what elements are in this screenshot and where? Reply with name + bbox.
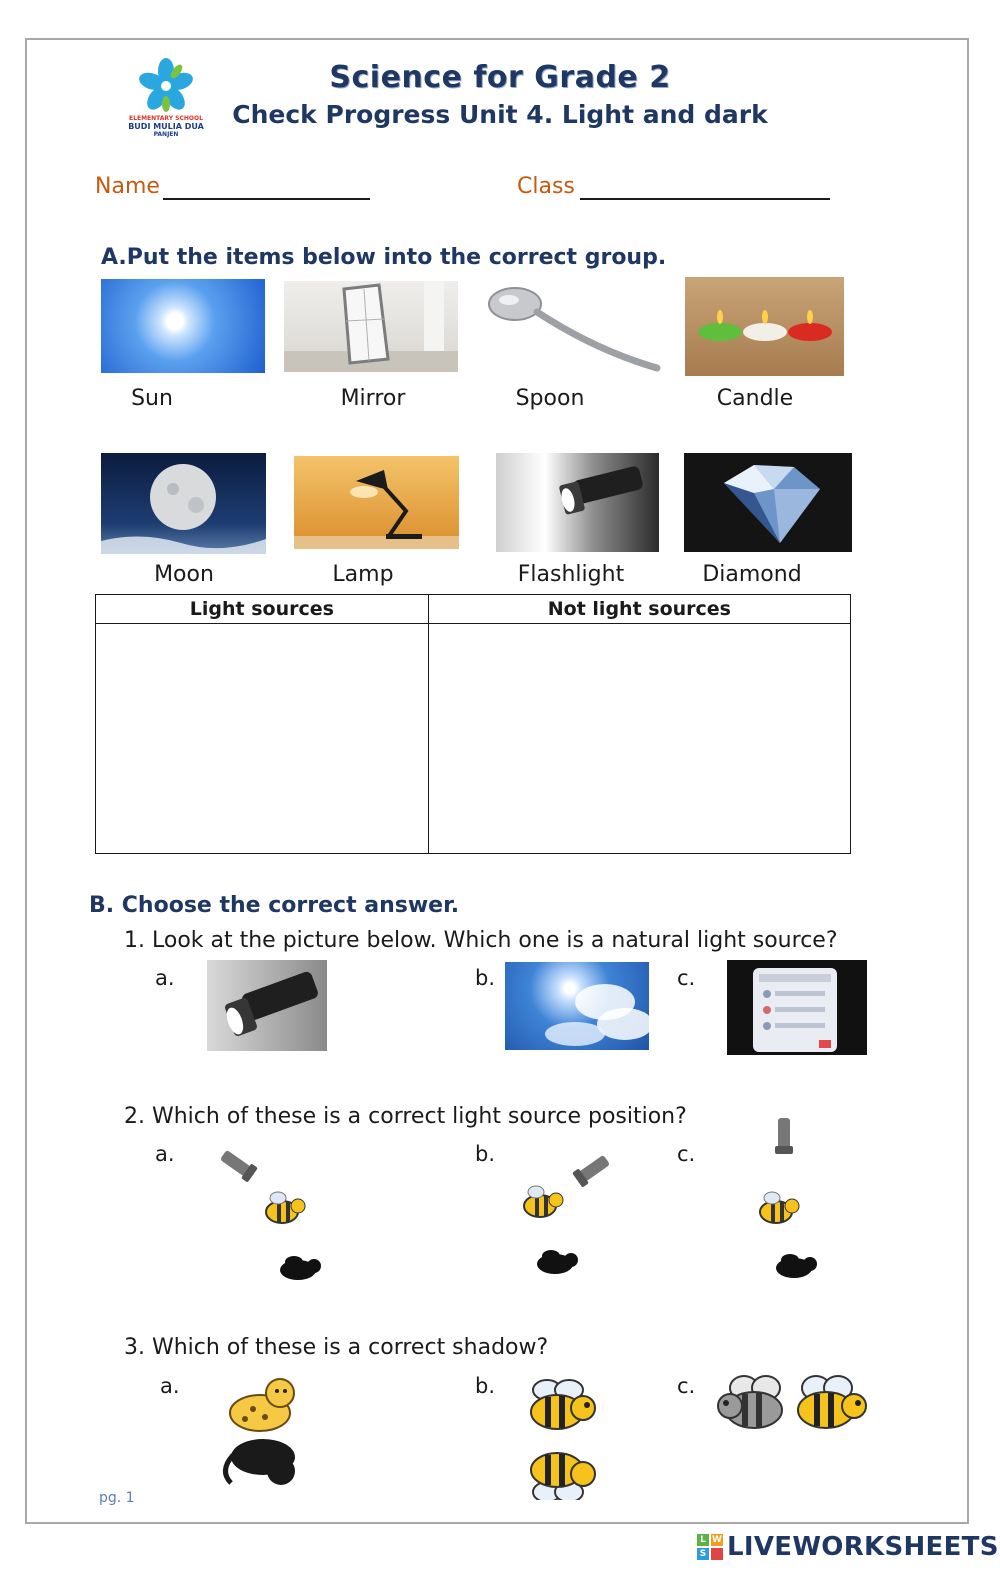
q1-option-b-label[interactable]: b.	[475, 966, 496, 990]
q2-option-c-label[interactable]: c.	[677, 1142, 696, 1166]
school-logo	[108, 58, 224, 140]
question-3-text: 3. Which of these is a correct shadow?	[124, 1335, 549, 1360]
question-1-text: 1. Look at the picture below. Which one is a natural light source?	[124, 928, 838, 953]
grouping-table	[95, 594, 851, 854]
section-a-heading: A.Put the items below into the correct group.	[101, 245, 667, 270]
gray-bee-icon	[718, 1376, 782, 1428]
flashlight-image[interactable]	[496, 453, 659, 552]
q3-option-c-label[interactable]: c.	[677, 1374, 696, 1398]
q1-phone-image[interactable]	[727, 960, 867, 1055]
name-label: Name	[95, 174, 160, 199]
liveworksheets-logo-icon: L W S	[697, 1534, 723, 1560]
torch-icon	[775, 1118, 793, 1154]
spoon-image[interactable]	[485, 280, 661, 374]
bee-icon	[531, 1380, 595, 1429]
section-b-heading: B. Choose the correct answer.	[89, 893, 460, 918]
page-number: pg. 1	[99, 1490, 135, 1506]
q1-option-c-label[interactable]: c.	[677, 966, 696, 990]
q2-option-a-label[interactable]: a.	[155, 1142, 175, 1166]
class-field[interactable]	[580, 198, 830, 200]
school-logo-line1: ELEMENTARY SCHOOL	[129, 115, 203, 122]
q2-option-b-label[interactable]: b.	[475, 1142, 496, 1166]
q1-sun-sky-image[interactable]	[505, 962, 649, 1050]
lamp-image[interactable]	[294, 456, 459, 549]
torch-icon	[218, 1147, 258, 1182]
light-sources-header: Light sources	[96, 595, 429, 624]
school-logo-line3: PANJEN	[153, 131, 179, 138]
light-sources-dropzone[interactable]	[96, 624, 429, 854]
item-label-candle: Candle	[716, 386, 794, 411]
bee-shadow-icon	[776, 1254, 817, 1278]
item-label-moon: Moon	[154, 562, 214, 587]
flower-logo-icon	[108, 58, 224, 114]
q2-option-c-picture[interactable]	[740, 1108, 850, 1288]
bee-icon	[760, 1192, 799, 1223]
item-label-sun: Sun	[131, 386, 173, 411]
bee-reflection-icon	[531, 1453, 595, 1500]
q3-option-b-picture[interactable]	[515, 1372, 610, 1500]
q3-option-a-picture[interactable]	[215, 1375, 310, 1490]
q2-option-a-picture[interactable]	[210, 1140, 340, 1290]
diamond-image[interactable]	[684, 453, 852, 552]
cheetah-icon	[230, 1379, 294, 1431]
not-light-sources-header: Not light sources	[428, 595, 850, 624]
question-2-text: 2. Which of these is a correct light source position?	[124, 1104, 687, 1129]
bee-icon	[798, 1376, 866, 1428]
school-logo-line2: BUDI MULIA DUA	[128, 122, 204, 131]
q1-option-a-label[interactable]: a.	[155, 966, 175, 990]
liveworksheets-brand[interactable]	[697, 1532, 999, 1562]
worksheet-subtitle: Check Progress Unit 4. Light and dark	[232, 100, 768, 129]
item-label-spoon: Spoon	[515, 386, 585, 411]
item-label-lamp: Lamp	[332, 562, 394, 587]
q2-option-b-picture[interactable]	[510, 1140, 640, 1290]
item-label-diamond: Diamond	[702, 562, 802, 587]
bee-shadow-icon	[537, 1250, 578, 1274]
bee-shadow-icon	[280, 1256, 321, 1280]
q3-option-a-label[interactable]: a.	[160, 1374, 180, 1398]
q1-flashlight-image[interactable]	[207, 960, 327, 1051]
moon-image[interactable]	[101, 453, 266, 554]
class-label: Class	[517, 174, 575, 199]
name-field[interactable]	[163, 198, 370, 200]
sun-image[interactable]	[101, 279, 265, 373]
mirror-image[interactable]	[284, 281, 458, 372]
not-light-sources-dropzone[interactable]	[428, 624, 850, 854]
q3-option-c-picture[interactable]	[710, 1360, 875, 1450]
bee-icon	[524, 1186, 563, 1217]
liveworksheets-text: LIVEWORKSHEETS	[727, 1532, 999, 1562]
item-label-mirror: Mirror	[340, 386, 406, 411]
cheetah-shadow-icon	[225, 1439, 295, 1485]
candle-image[interactable]	[685, 277, 844, 376]
bee-icon	[266, 1192, 305, 1223]
worksheet-title: Science for Grade 2	[329, 60, 671, 95]
item-label-flashlight: Flashlight	[517, 562, 625, 587]
q3-option-b-label[interactable]: b.	[475, 1374, 496, 1398]
torch-icon	[572, 1152, 612, 1187]
